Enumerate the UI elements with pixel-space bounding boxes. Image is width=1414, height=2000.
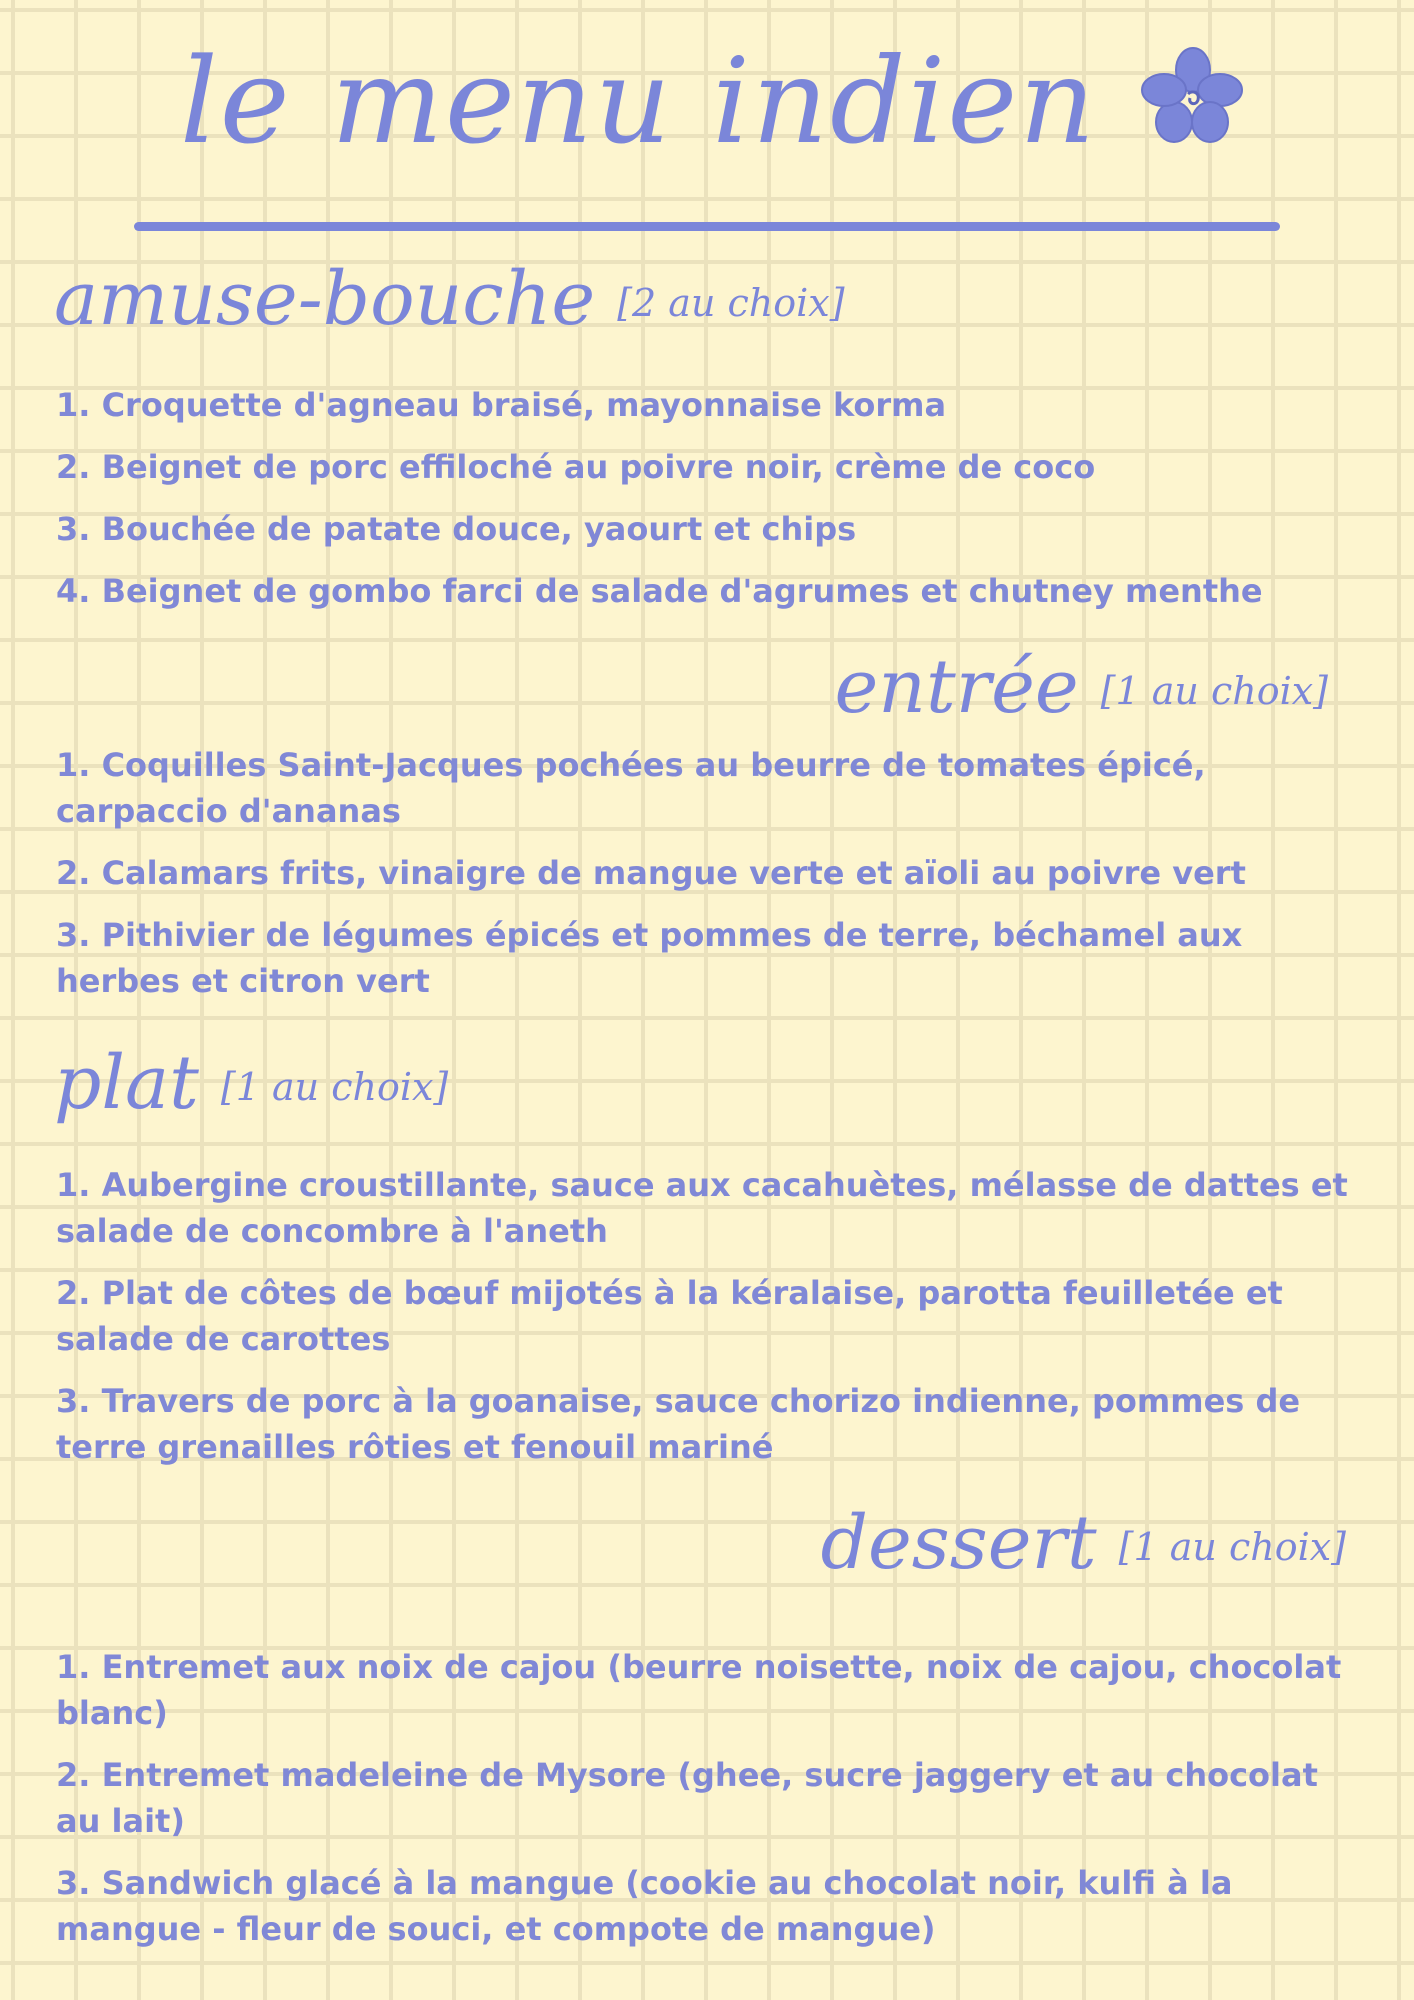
menu-item: 2. Calamars frits, vinaigre de mangue verte et aïoli au poivre vert — [56, 854, 1246, 892]
menu-item: 1. Coquilles Saint-Jacques pochées au beurre de tomates épicé, carpaccio d'ananas — [56, 746, 1206, 830]
menu-item: 4. Beignet de gombo farci de salade d'agrumes et chutney menthe — [56, 572, 1263, 610]
menu-item: 1. Aubergine croustillante, sauce aux cacahuètes, mélasse de dattes et salade de concombre à l'aneth — [56, 1166, 1348, 1250]
section-title: amuse-bouche — [54, 256, 596, 342]
page-title: le menu indien — [180, 32, 1098, 170]
menu-item: 1. Entremet aux noix de cajou (beurre noisette, noix de cajou, chocolat blanc) — [56, 1648, 1342, 1732]
section-title: dessert — [820, 1500, 1097, 1586]
flower-icon — [1138, 46, 1248, 146]
menu-item: 3. Pithivier de légumes épicés et pommes de terre, béchamel aux herbes et citron vert — [56, 916, 1243, 1000]
section-heading-dessert — [820, 1500, 1346, 1586]
menu-item: 3. Bouchée de patate douce, yaourt et chips — [56, 510, 857, 548]
menu-item: 2. Beignet de porc effiloché au poivre noir, crème de coco — [56, 448, 1096, 486]
menu-item: 2. Plat de côtes de bœuf mijotés à la kéralaise, parotta feuilletée et salade de carottes — [56, 1274, 1283, 1358]
section-note: [1 au choix] — [1100, 669, 1328, 713]
menu-list-dessert — [56, 1644, 1356, 1968]
menu-item: 2. Entremet madeleine de Mysore (ghee, sucre jaggery et au chocolat au lait) — [56, 1756, 1318, 1840]
section-heading-plat — [54, 1040, 449, 1126]
section-note: [1 au choix] — [220, 1065, 449, 1109]
section-heading-amuse-bouche — [54, 256, 845, 342]
section-heading-entree — [834, 644, 1329, 730]
title-underline — [134, 222, 1280, 231]
menu-item: 3. Travers de porc à la goanaise, sauce chorizo indienne, pommes de terre grenailles rôties et fenouil mariné — [56, 1382, 1301, 1466]
section-note: [2 au choix] — [617, 281, 845, 325]
menu-item: 1. Croquette d'agneau braisé, mayonnaise korma — [56, 386, 947, 424]
menu-item: 3. Sandwich glacé à la mangue (cookie au chocolat noir, kulfi à la mangue - fleur de souci, et compote de mangue) — [56, 1864, 1233, 1948]
menu-list-amuse-bouche — [56, 382, 1356, 630]
section-title: plat — [54, 1040, 199, 1126]
menu-list-entree — [56, 742, 1356, 1020]
section-title: entrée — [834, 644, 1079, 730]
menu-list-plat — [56, 1162, 1356, 1486]
section-note: [1 au choix] — [1118, 1525, 1346, 1569]
